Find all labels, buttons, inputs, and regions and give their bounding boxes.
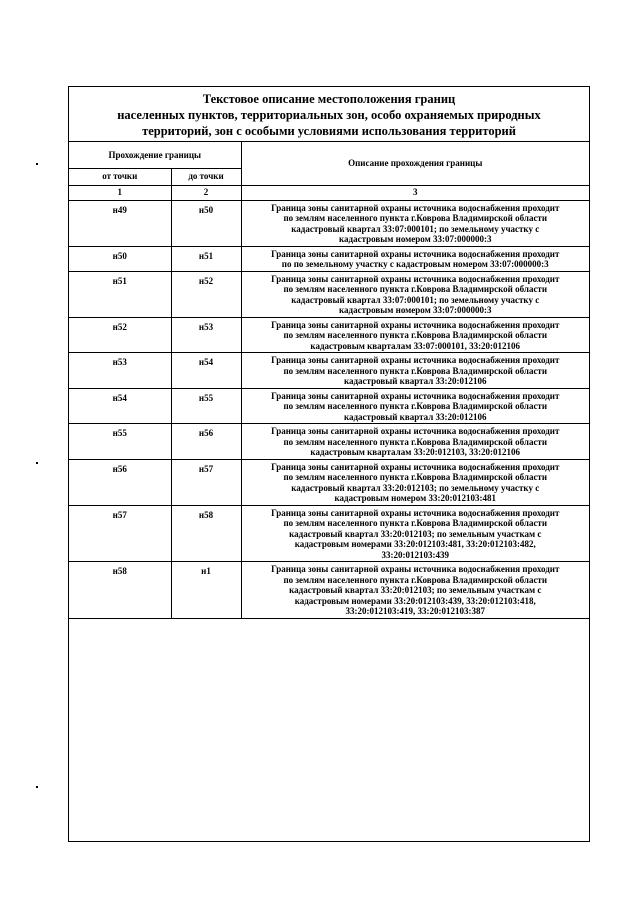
table-row — [69, 353, 589, 389]
to-point: н58 — [171, 505, 241, 562]
description-line: по землям населенного пункта г.Коврова Владимирской области — [283, 472, 548, 482]
description-line: кадастровый квартал 33:07:000101; по земельному участку с — [291, 294, 540, 305]
boundary-description — [241, 353, 589, 389]
description-line: по землям населенного пункта г.Коврова Владимирской области — [283, 436, 548, 447]
from-point: н51 — [69, 271, 171, 317]
description-line: Граница зоны санитарной охраны источника водоснабжения проходит — [271, 248, 560, 259]
to-point: н54 — [171, 353, 241, 389]
boundary-description — [241, 562, 589, 619]
table-row — [69, 246, 589, 271]
header-description: Описание прохождения границы — [241, 142, 589, 185]
document-frame — [68, 86, 590, 842]
from-point: н54 — [69, 388, 171, 424]
to-point: н53 — [171, 317, 241, 353]
description-line: 33:20:012103:439 — [381, 549, 449, 560]
title-line-2: населенных пунктов, территориальных зон, особо охраняемых природных — [117, 108, 541, 122]
description-line: Граница зоны санитарной охраны источника водоснабжения проходит — [271, 273, 560, 284]
scan-mark — [36, 462, 38, 464]
description-line: по по земельному участку с кадастровым номером 33:07:000000:3 — [281, 259, 549, 269]
description-line: Граница зоны санитарной охраны источника водоснабжения проходит — [271, 461, 560, 472]
description-line: кадастровый квартал 33:20:012106 — [343, 411, 487, 422]
to-point: н52 — [171, 271, 241, 317]
boundary-description — [241, 200, 589, 246]
description-line: по землям населенного пункта г.Коврова Владимирской области — [283, 284, 548, 294]
description-line: кадастровым номером 33:07:000000:3 — [338, 234, 492, 244]
description-line: Граница зоны санитарной охраны источника водоснабжения проходит — [271, 319, 560, 330]
to-point: н1 — [171, 562, 241, 619]
description-line: кадастровым кварталам 33:07:000101, 33:20:012106 — [310, 340, 521, 351]
scan-mark — [36, 163, 38, 165]
description-line: по землям населенного пункта г.Коврова Владимирской области — [283, 213, 548, 223]
boundary-description — [241, 388, 589, 424]
description-line: кадастровым номером 33:07:000000:3 — [338, 305, 492, 315]
title-line-3: территорий, зон с особыми условиями использования территорий — [142, 124, 516, 138]
description-line: кадастровый квартал 33:20:012106 — [343, 376, 487, 386]
boundary-description — [241, 246, 589, 271]
table-row — [69, 200, 589, 246]
description-line: Граница зоны санитарной охраны источника водоснабжения проходит — [271, 390, 560, 401]
to-point: н50 — [171, 200, 241, 246]
description-line: Граница зоны санитарной охраны источника водоснабжения проходит — [271, 564, 560, 574]
boundary-table — [69, 142, 589, 619]
boundary-description — [241, 424, 589, 460]
description-line: по землям населенного пункта г.Коврова Владимирской области — [283, 518, 548, 528]
to-point: н57 — [171, 459, 241, 505]
description-line: кадастровый квартал 33:20:012103; по земельному участку с — [291, 482, 540, 493]
from-point: н52 — [69, 317, 171, 353]
table-row — [69, 388, 589, 424]
to-point: н51 — [171, 246, 241, 271]
from-point: н56 — [69, 459, 171, 505]
description-line: по землям населенного пункта г.Коврова Владимирской области — [283, 401, 548, 411]
header-to: до точки — [171, 168, 241, 185]
document-title — [69, 87, 589, 142]
from-point: н58 — [69, 562, 171, 619]
description-line: Граница зоны санитарной охраны источника водоснабжения проходит — [271, 355, 560, 365]
header-col-3: 3 — [241, 185, 589, 200]
title-line-1: Текстовое описание местоположения границ — [202, 92, 456, 106]
description-line: кадастровым номером 33:20:012103:481 — [334, 493, 497, 503]
from-point: н50 — [69, 246, 171, 271]
description-line: кадастровый квартал 33:07:000101; по земельному участку с — [291, 223, 540, 234]
from-point: н57 — [69, 505, 171, 562]
from-point: н53 — [69, 353, 171, 389]
boundary-description — [241, 271, 589, 317]
description-line: кадастровым номерами 33:20:012103:481, 33:20:012103:482, — [294, 539, 536, 549]
description-line: по землям населенного пункта г.Коврова Владимирской области — [283, 574, 548, 585]
table-row — [69, 505, 589, 562]
description-line: кадастровый квартал 33:20:012103; по земельным участкам с — [289, 585, 542, 595]
table-row — [69, 562, 589, 619]
description-line: Граница зоны санитарной охраны источника водоснабжения проходит — [271, 202, 560, 213]
description-line: 33:20:012103:419, 33:20:012103:387 — [345, 606, 485, 616]
to-point: н55 — [171, 388, 241, 424]
boundary-description — [241, 505, 589, 562]
boundary-description — [241, 459, 589, 505]
scan-mark — [36, 786, 38, 788]
description-line: по землям населенного пункта г.Коврова Владимирской области — [283, 365, 548, 376]
boundary-description — [241, 317, 589, 353]
table-row — [69, 317, 589, 353]
table-row — [69, 271, 589, 317]
description-line: кадастровым номерами 33:20:012103:439, 33:20:012103:418, — [294, 595, 536, 606]
description-line: Граница зоны санитарной охраны источника водоснабжения проходит — [271, 507, 560, 518]
from-point: н49 — [69, 200, 171, 246]
header-passage: Прохождение границы — [69, 142, 241, 168]
to-point: н56 — [171, 424, 241, 460]
description-line: Граница зоны санитарной охраны источника водоснабжения проходит — [271, 426, 560, 436]
header-col-2: 2 — [171, 185, 241, 200]
from-point: н55 — [69, 424, 171, 460]
description-line: по землям населенного пункта г.Коврова Владимирской области — [283, 330, 548, 340]
header-col-1: 1 — [69, 185, 171, 200]
table-row — [69, 459, 589, 505]
description-line: кадастровым кварталам 33:20:012103, 33:20:012106 — [310, 447, 521, 457]
header-from: от точки — [69, 168, 171, 185]
description-line: кадастровый квартал 33:20:012103; по земельным участкам с — [289, 528, 542, 539]
table-row — [69, 424, 589, 460]
